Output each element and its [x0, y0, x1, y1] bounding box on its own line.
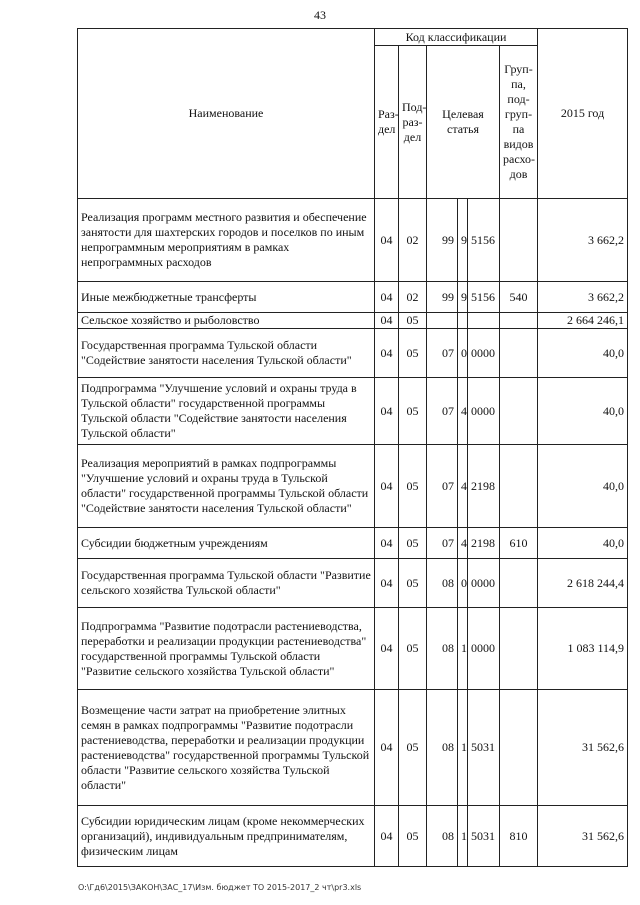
row-amount: 40,0: [538, 329, 628, 378]
row-article-code: 0000: [468, 608, 500, 690]
row-section: 04: [375, 528, 399, 559]
row-article-code: 5156: [468, 199, 500, 282]
row-name: Реализация мероприятий в рамках подпрограммы "Улучшение условий и охраны труда в Тульской области" государственной программы Тульской области "Содействие занятости населения Тульской области": [78, 445, 375, 528]
row-expense-group: [500, 313, 538, 329]
table-row: [78, 528, 628, 559]
budget-table: [77, 28, 628, 867]
row-article-subprogram: [458, 313, 468, 329]
table-row: [78, 199, 628, 282]
row-amount: 2 664 246,1: [538, 313, 628, 329]
row-article-subprogram: 1: [458, 608, 468, 690]
row-article-code: 2198: [468, 445, 500, 528]
row-article-subprogram: 1: [458, 690, 468, 806]
row-section: 04: [375, 690, 399, 806]
table-row: [78, 559, 628, 608]
table-row: [78, 282, 628, 313]
row-article-subprogram: 0: [458, 329, 468, 378]
row-expense-group: 810: [500, 806, 538, 867]
row-expense-group: [500, 608, 538, 690]
row-subsection: 05: [399, 690, 427, 806]
row-article-code: 5031: [468, 690, 500, 806]
row-subsection: 05: [399, 445, 427, 528]
row-article-code: 5031: [468, 806, 500, 867]
table-row: [78, 313, 628, 329]
file-path-footer: O:\Гд6\2015\ЗАКОН\ЗАС_17\Изм. бюджет ТО 2015-2017_2 чт\pr3.xls: [78, 883, 362, 892]
header-target-article: Целевая статья: [427, 46, 500, 199]
row-section: 04: [375, 559, 399, 608]
row-name: Субсидии бюджетным учреждениям: [78, 528, 375, 559]
row-article-program: 07: [427, 528, 458, 559]
row-expense-group: [500, 199, 538, 282]
row-subsection: 05: [399, 559, 427, 608]
row-subsection: 05: [399, 528, 427, 559]
row-article-code: 0000: [468, 559, 500, 608]
row-amount: 3 662,2: [538, 199, 628, 282]
row-amount: 2 618 244,4: [538, 559, 628, 608]
row-article-program: 08: [427, 690, 458, 806]
header-subsection: Под- раз- дел: [399, 46, 427, 199]
row-expense-group: 610: [500, 528, 538, 559]
row-name: Государственная программа Тульской области "Развитие сельского хозяйства Тульской области": [78, 559, 375, 608]
row-amount: 40,0: [538, 378, 628, 445]
row-article-subprogram: 0: [458, 559, 468, 608]
row-article-subprogram: 1: [458, 806, 468, 867]
row-name: Субсидии юридическим лицам (кроме некоммерческих организаций), индивидуальным предпринимателям, физическим лицам: [78, 806, 375, 867]
row-amount: 1 083 114,9: [538, 608, 628, 690]
row-article-program: 07: [427, 329, 458, 378]
row-amount: 3 662,2: [538, 282, 628, 313]
table-row: [78, 378, 628, 445]
row-section: 04: [375, 806, 399, 867]
row-subsection: 05: [399, 313, 427, 329]
row-expense-group: [500, 329, 538, 378]
row-subsection: 02: [399, 199, 427, 282]
row-expense-group: [500, 559, 538, 608]
row-amount: 31 562,6: [538, 806, 628, 867]
row-subsection: 02: [399, 282, 427, 313]
row-article-subprogram: 9: [458, 199, 468, 282]
row-article-code: 5156: [468, 282, 500, 313]
row-subsection: 05: [399, 608, 427, 690]
table-row: [78, 690, 628, 806]
row-expense-group: [500, 378, 538, 445]
row-article-code: [468, 313, 500, 329]
row-name: Государственная программа Тульской области "Содействие занятости населения Тульской области": [78, 329, 375, 378]
table-row: [78, 806, 628, 867]
table-row: [78, 445, 628, 528]
row-article-program: [427, 313, 458, 329]
row-expense-group: 540: [500, 282, 538, 313]
row-section: 04: [375, 282, 399, 313]
row-name: Реализация программ местного развития и обеспечение занятости для шахтерских городов и поселков по иным непрограммным мероприятиям в рамках непрограммных расходов: [78, 199, 375, 282]
row-article-subprogram: 9: [458, 282, 468, 313]
row-article-program: 99: [427, 282, 458, 313]
row-section: 04: [375, 378, 399, 445]
row-article-code: 0000: [468, 329, 500, 378]
row-section: 04: [375, 445, 399, 528]
row-subsection: 05: [399, 806, 427, 867]
row-subsection: 05: [399, 378, 427, 445]
row-amount: 40,0: [538, 528, 628, 559]
table-row: [78, 608, 628, 690]
row-article-code: 0000: [468, 378, 500, 445]
header-year: 2015 год: [538, 29, 628, 199]
row-article-program: 08: [427, 608, 458, 690]
row-section: 04: [375, 329, 399, 378]
row-article-subprogram: 4: [458, 378, 468, 445]
row-section: 04: [375, 199, 399, 282]
row-expense-group: [500, 445, 538, 528]
row-amount: 31 562,6: [538, 690, 628, 806]
table-row: [78, 329, 628, 378]
row-expense-group: [500, 690, 538, 806]
row-section: 04: [375, 313, 399, 329]
row-article-program: 07: [427, 378, 458, 445]
row-amount: 40,0: [538, 445, 628, 528]
header-expense-group: Груп- па, под- груп- па видов расхо- дов: [500, 46, 538, 199]
row-article-program: 99: [427, 199, 458, 282]
row-subsection: 05: [399, 329, 427, 378]
row-name: Возмещение части затрат на приобретение элитных семян в рамках подпрограммы "Развитие подотрасли растениеводства, переработки и реализации продукции растениеводства" государственной программы Тульской области "Развитие сельского хозяйства Тульской области": [78, 690, 375, 806]
header-classification: Код классификации: [375, 29, 538, 46]
row-article-subprogram: 4: [458, 445, 468, 528]
row-name: Иные межбюджетные трансферты: [78, 282, 375, 313]
row-name: Подпрограмма "Развитие подотрасли растениеводства, переработки и реализации продукции растениеводства" государственной программы Тульской области "Развитие сельского хозяйства Тульской области": [78, 608, 375, 690]
row-name: Сельское хозяйство и рыболовство: [78, 313, 375, 329]
row-article-program: 07: [427, 445, 458, 528]
row-article-program: 08: [427, 806, 458, 867]
row-article-program: 08: [427, 559, 458, 608]
row-name: Подпрограмма "Улучшение условий и охраны труда в Тульской области" государственной программы Тульской области "Содействие занятости населения Тульской области": [78, 378, 375, 445]
row-article-subprogram: 4: [458, 528, 468, 559]
row-section: 04: [375, 608, 399, 690]
row-article-code: 2198: [468, 528, 500, 559]
page-number: 43: [314, 8, 326, 22]
header-section: Раз- дел: [375, 46, 399, 199]
header-name: Наименование: [78, 29, 375, 199]
